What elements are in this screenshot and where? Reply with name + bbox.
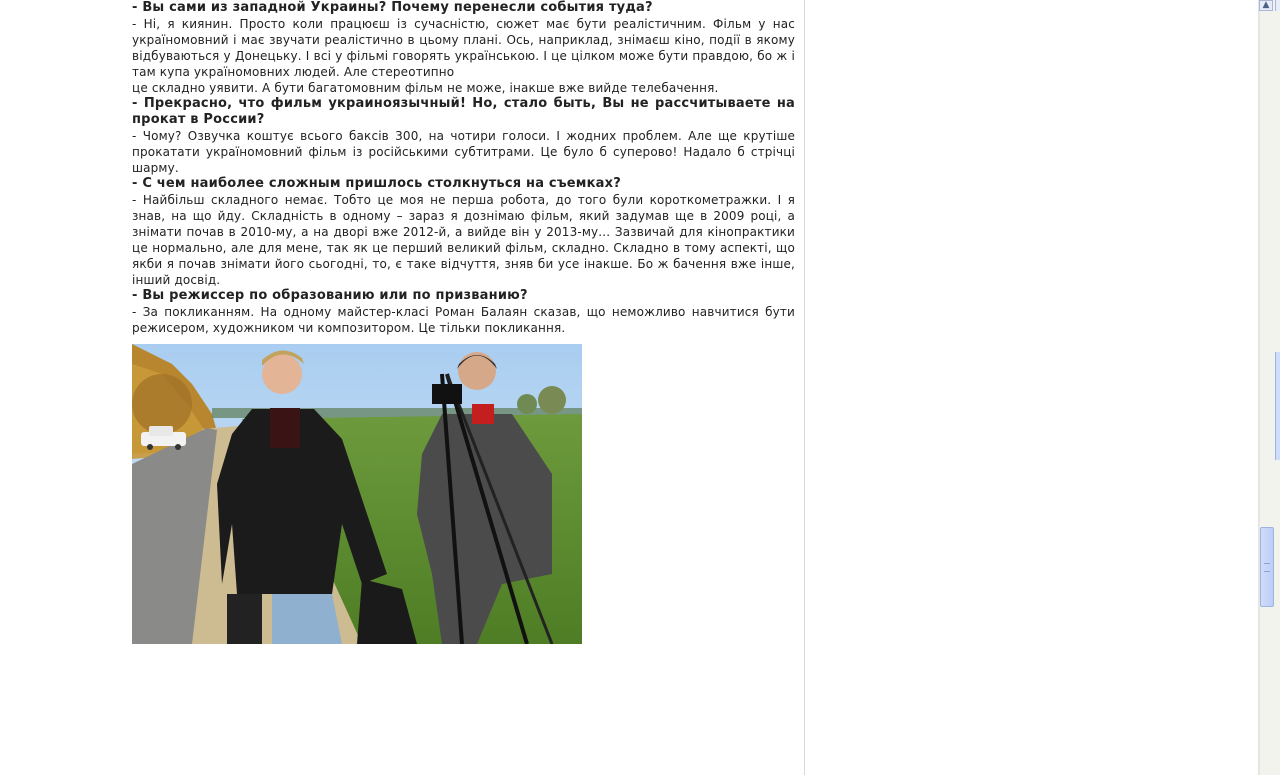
interview-answer: - Найбільш складного немає. Тобто це моя не перша робота, до того були короткометражки. І я знав, на що йду. Складність в одному – зараз я дознімаю фільм, який задумав ще в 2009 році, а знімати почав в 2010-му, а на дворі вже 2012-й, а вийде він у 2013-му... Зазвичай для кінопрактики це нормально, але для мене, так як це перший великий фільм, складно. Складно в тому аспекті, що якби я почав знімати його сьогодні, то, є таке відчуття, зняв би усе інакше. Бо ж бачення вже інше, інший досвід. [132,193,795,287]
outer-scrollbar-thumb[interactable] [1275,352,1280,460]
photo-illustration [132,344,582,644]
interview-question: - Вы сами из западной Украины? Почему перенесли события туда? [132,0,653,15]
outer-scroll-up-button[interactable] [1275,0,1280,11]
interview-question: - Вы режиссер по образованию или по призванию? [132,288,528,303]
interview-question: - С чем наиболее сложным пришлось столкнуться на съемках? [132,176,621,191]
article-body [132,0,795,644]
interview-question: - Прекрасно, что фильм украиноязычный! Но, стало быть, Вы не рассчитываете на прокат в России? [132,96,795,127]
scrollbar-thumb[interactable] [1260,527,1274,607]
qa-item [132,96,795,176]
qa-item [132,0,795,96]
interview-answer: - Ні, я киянин. Просто коли працюєш із сучасністю, сюжет має бути реалістичним. Фільм у нас україномовний і має звучати реалістично в цьому плані. Ось, наприклад, знімаєш кіно, події в якому відбуваються у Донецьку. І всі у фільмі говорять українською. І це цілком може бути правдою, бо ж і там купа україномовних людей. Але стереотипно це складно уявити. А бути багатомовним фільм не може, інакше вже вийде телебачення. [132,17,795,95]
interview-answer: - За покликанням. На одному майстер-класі Роман Балаян сказав, що неможливо навчитися бути режисером, художником чи композитором. Це тільки покликання. [132,305,795,335]
qa-item [132,176,795,288]
qa-item [132,288,795,336]
article-photo [132,344,582,644]
interview-answer: - Чому? Озвучка коштує всього баксів 300, на чотири голоси. І жодних проблем. Але ще крутіше прокатати україномовний фільм із російськими субтитрами. Це було б суперово! Надало б стрічці шарму. [132,129,795,175]
chevron-up-icon[interactable]: ▲ [1259,0,1273,11]
right-sidebar [805,0,1258,775]
